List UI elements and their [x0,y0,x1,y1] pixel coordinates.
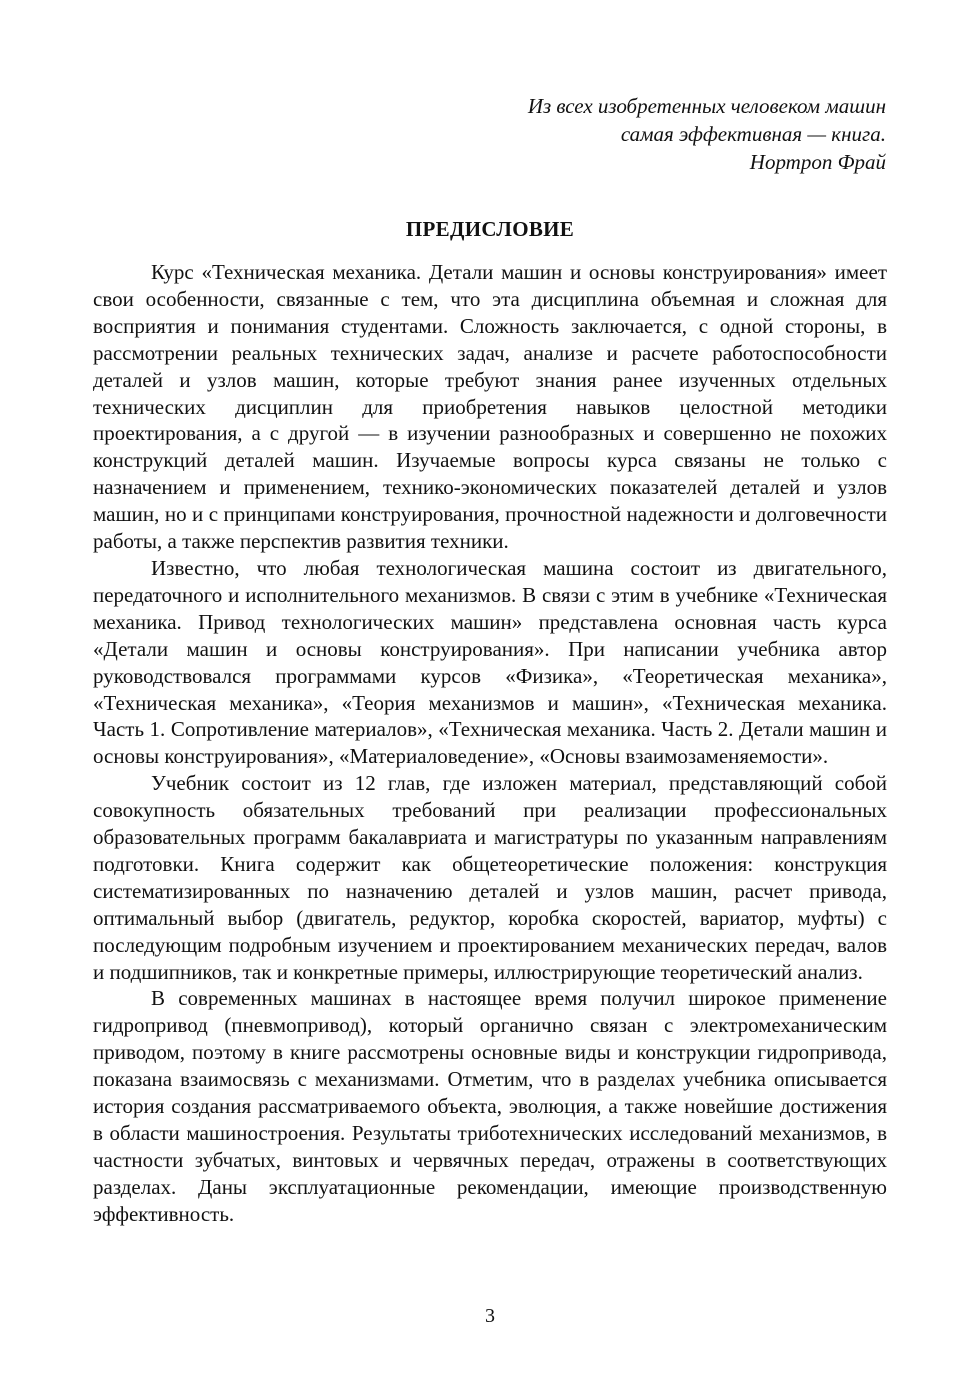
epigraph [366,92,886,176]
paragraph-4: В современных машинах в настоящее время получил широкое применение гидропривод (пневмопривод), который органично связан с электромеханическим приводом, поэтому в книге рассмотрены основные виды и конструкции гидропривода, показана взаимосвязь с механизмами. Отметим, что в разделах учебника описывается история создания рассматриваемого объекта, эволюция, а также новейшие достижения в области машиностроения. Результаты триботехнических исследований механизмов, в частности зубчатых, винтовых и червячных передач, отражены в соответствующих разделах. Даны эксплуатационные рекомендации, имеющие производственную эффективность. [93,986,887,1226]
page-number: 3 [485,1305,495,1327]
preface-body [93,259,887,1228]
section-heading: ПРЕДИСЛОВИЕ [405,217,575,241]
paragraph-3: Учебник состоит из 12 глав, где изложен материал, представляющий собой совокупность обязательных требований при реализации профессиональных образовательных программ бакалавриата и магистратуры по указанным направлениям подготовки. Книга содержит как общетеоретические положения: конструкция систематизированных по назначению деталей и узлов машин, расчет привода, оптимальный выбор (двигатель, редуктор, коробка скоростей, вариатор, муфты) с последующим подробным изучением и проектированием механических передач, валов и подшипников, так и конкретные примеры, иллюстрирующие теоретический анализ. [93,771,887,984]
epigraph-author: Нортроп Фрай [749,150,886,174]
epigraph-line-1: Из всех изобретенных человеком машин [527,94,886,118]
paragraph-1: Курс «Техническая механика. Детали машин и основы конструирования» имеет свои особенности, связанные с тем, что эта дисциплина объемная и сложная для восприятия и понимания студентами. Сложность заключается, с одной стороны, в рассмотрении реальных технических задач, анализе и расчете работоспособности деталей и узлов машин, которые требуют знания ранее изученных отдельных технических дисциплин для приобретения навыков целостной методики проектирования, а с другой — в изучении разнообразных и совершенно не похожих конструкций деталей машин. Изучаемые вопросы курса связаны не только с назначением и применением, технико-экономических показателей деталей и узлов машин, но и с принципами конструирования, прочностной надежности и долговечности работы, а также перспектив развития техники. [93,260,887,554]
epigraph-line-2: самая эффективная — книга. [620,122,886,146]
paragraph-2: Известно, что любая технологическая машина состоит из двигательного, передаточного и исполнительного механизмов. В связи с этим в учебнике «Техническая механика. Привод технологических машин» представлена основная часть курса «Детали машин и основы конструирования». При написании учебника автор руководствовался программами курсов «Физика», «Теоретическая механика», «Техническая механика», «Теория механизмов и машин», «Техническая механика. Часть 1. Сопротивление материалов», «Техническая механика. Часть 2. Детали машин и основы конструирования», «Материаловедение», «Основы взаимозаменяемости». [93,555,887,769]
